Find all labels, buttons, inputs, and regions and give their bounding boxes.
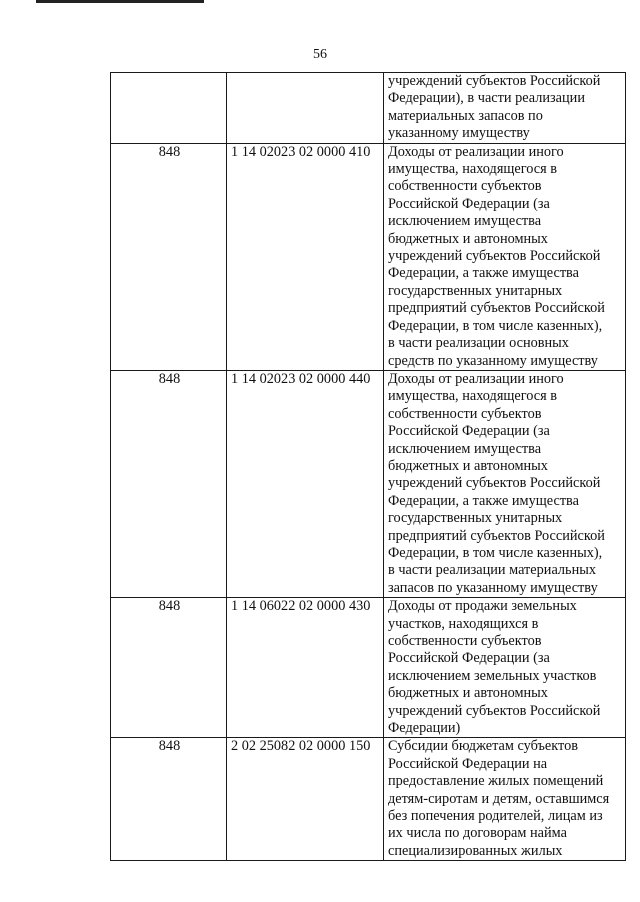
table-body [111, 73, 626, 861]
description-line: исключением имущества [388, 213, 542, 230]
description-line: участков, находящихся в [388, 615, 539, 632]
budget-classification-code-cell: 1 14 02023 02 0000 410 [227, 143, 384, 370]
description-line: Федерации), в части реализации [388, 90, 585, 107]
description-line: исключением земельных участков [388, 667, 597, 684]
description-line: учреждений субъектов Российской [388, 248, 601, 265]
administrator-code-cell: 848 [111, 143, 227, 370]
description-line: государственных унитарных [388, 510, 563, 527]
description-line: запасов по указанному имуществу [388, 579, 598, 596]
revenue-description-cell [384, 73, 626, 144]
description-line: учреждений субъектов Российской [388, 475, 601, 492]
top-rule [36, 0, 204, 3]
table-row [111, 143, 626, 370]
description-line: специализированных жилых [388, 842, 563, 859]
description-line: исключением имущества [388, 440, 542, 457]
description-line: Доходы от реализации иного [388, 143, 564, 160]
revenue-description-cell [384, 738, 626, 861]
description-line: Федерации, в том числе казенных), [388, 544, 603, 561]
description-line: их числа по договорам найма [388, 825, 567, 842]
administrator-code-cell: 848 [111, 598, 227, 738]
budget-classification-code-cell [227, 73, 384, 144]
administrator-code-cell: 848 [111, 370, 227, 597]
description-line: Субсидии бюджетам субъектов [388, 738, 578, 755]
budget-classification-code-cell: 1 14 02023 02 0000 440 [227, 370, 384, 597]
description-line: государственных унитарных [388, 282, 563, 299]
revenue-description-cell [384, 370, 626, 597]
description-line: собственности субъектов [388, 633, 542, 649]
description-line: Доходы от продажи земельных [388, 598, 577, 615]
description-line: учреждений субъектов Российской [388, 73, 601, 89]
administrator-code-cell: 848 [111, 738, 227, 861]
page-number: 56 [313, 47, 327, 62]
description-line: бюджетных и автономных [388, 457, 548, 474]
table-row [111, 73, 626, 144]
description-line: Российской Федерации (за [388, 423, 550, 440]
description-line: в части реализации материальных [388, 562, 596, 579]
description-line: Федерации, а также имущества [388, 265, 579, 282]
description-line: Доходы от реализации иного [388, 370, 564, 387]
administrator-code-cell [111, 73, 227, 144]
description-line: Федерации, а также имущества [388, 492, 579, 509]
description-line: Федерации, в том числе казенных), [388, 317, 603, 334]
description-line: бюджетных и автономных [388, 685, 548, 702]
table-row [111, 738, 626, 861]
description-line: Российской Федерации на [388, 755, 548, 772]
description-line: в части реализации основных [388, 335, 569, 352]
budget-codes-table [110, 72, 626, 861]
budget-classification-code-cell: 2 02 25082 02 0000 150 [227, 738, 384, 861]
description-line: Российской Федерации (за [388, 195, 550, 212]
description-line: собственности субъектов [388, 178, 542, 195]
description-line: материальных запасов по [388, 107, 543, 124]
description-line: бюджетных и автономных [388, 230, 548, 247]
table-row [111, 370, 626, 597]
description-line: детям-сиротам и детям, оставшимся [388, 790, 610, 807]
revenue-description-cell [384, 143, 626, 370]
description-line: средств по указанному имуществу [388, 352, 598, 369]
description-line: предприятий субъектов Российской [388, 527, 605, 544]
budget-classification-code-cell: 1 14 06022 02 0000 430 [227, 598, 384, 738]
description-line: без попечения родителей, лицам из [388, 808, 603, 825]
description-line: указанному имуществу [388, 125, 530, 142]
description-line: учреждений субъектов Российской [388, 702, 601, 719]
description-line: имущества, находящегося в [388, 161, 558, 178]
description-line: Российской Федерации (за [388, 650, 550, 667]
description-line: Федерации) [388, 720, 461, 737]
revenue-description-cell [384, 598, 626, 738]
description-line: собственности субъектов [388, 405, 542, 422]
table-row [111, 598, 626, 738]
description-line: предоставление жилых помещений [388, 773, 604, 790]
description-line: имущества, находящегося в [388, 388, 558, 405]
description-line: предприятий субъектов Российской [388, 300, 605, 317]
